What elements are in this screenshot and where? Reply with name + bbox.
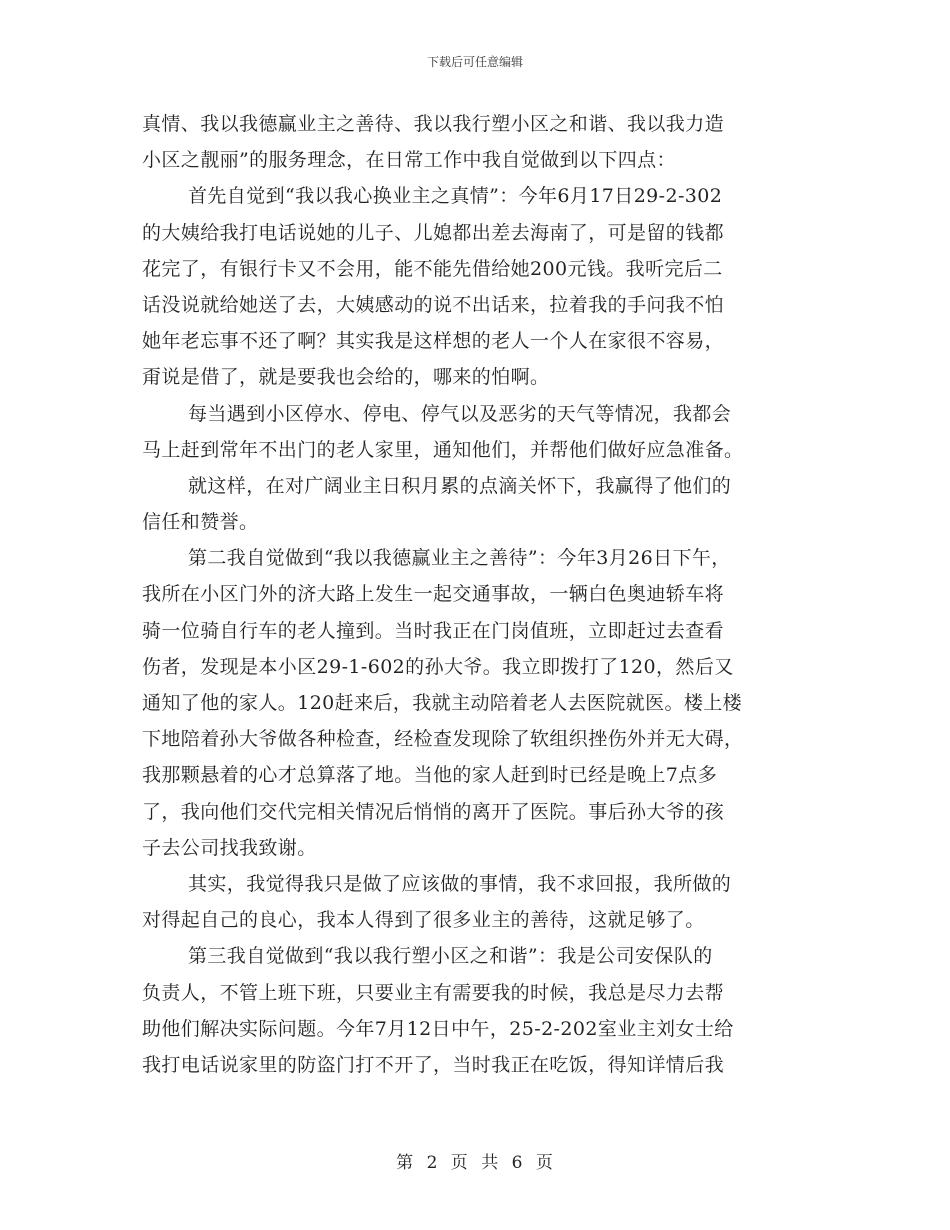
text-line: 其实，我觉得我只是做了应该做的事情，我不求回报，我所做的 [188, 872, 732, 895]
text-line: 马上赶到常年不出门的老人家里，通知他们，并帮他们做好应急准备。 [142, 438, 744, 461]
text-line: 骑一位骑自行车的老人撞到。当时我正在门岗值班，立即赶过去查看 [142, 619, 725, 642]
text-line: 第二我自觉做到“我以我德赢业主之善待”：今年3月26日下午， [188, 547, 731, 570]
text-line: 我所在小区门外的济大路上发生一起交通事故，一辆白色奥迪轿车将 [142, 583, 725, 606]
text-line: 信任和赞誉。 [142, 511, 259, 534]
text-line: 首先自觉到“我以我心换业主之真情”：今年6月17日29-2-302 [188, 185, 723, 208]
footer-page-word: 页 [450, 1153, 469, 1173]
text-line: 就这样，在对广阔业主日积月累的点滴关怀下，我赢得了他们的 [188, 474, 732, 497]
footer-current-page: 2 [426, 1153, 439, 1173]
footer-total-word: 共 [481, 1153, 500, 1173]
text-line: 子去公司找我致谢。 [142, 836, 317, 859]
page-header-note: 下载后可任意编辑 [426, 55, 523, 69]
text-line: 了，我向他们交代完相关情况后悄悄的离开了医院。事后孙大爷的孩 [142, 800, 725, 823]
text-line: 我那颗悬着的心才总算落了地。当他的家人赶到时已经是晚上7点多 [142, 764, 718, 787]
text-line: 第三我自觉做到“我以我行塑小区之和谐”：我是公司安保队的 [188, 945, 713, 968]
footer-prefix: 第 [396, 1153, 415, 1173]
text-line: 的大姨给我打电话说她的儿子、儿媳都出差去海南了，可是留的钱都 [142, 221, 725, 244]
text-line: 真情、我以我德赢业主之善待、我以我行塑小区之和谐、我以我力造 [142, 113, 725, 135]
footer-suffix: 页 [535, 1153, 554, 1173]
text-line: 每当遇到小区停水、停电、停气以及恶劣的天气等情况，我都会 [188, 402, 732, 425]
text-line: 对得起自己的良心，我本人得到了很多业主的善待，这就足够了。 [142, 909, 705, 932]
page-footer [0, 1152, 950, 1174]
text-line: 话没说就给她送了去，大姨感动的说不出话来，拉着我的手问我不怕 [142, 293, 725, 316]
text-line: 助他们解决实际问题。今年7月12日中午，25-2-202室业主刘女士给 [142, 1017, 734, 1040]
text-line: 她年老忘事不还了啊？其实我是这样想的老人一个人在家很不容易， [142, 330, 725, 353]
text-line: 小区之靓丽”的服务理念，在日常工作中我自觉做到以下四点： [142, 149, 676, 172]
document-body [142, 106, 812, 1083]
text-line: 下地陪着孙大爷做各种检查，经检查发现除了软组织挫伤外并无大碍， [142, 728, 744, 751]
text-line: 负责人，不管上班下班，只要业主有需要我的时候，我总是尽力去帮 [142, 981, 725, 1004]
text-line: 我打电话说家里的防盗门打不开了，当时我正在吃饭，得知详情后我 [142, 1053, 725, 1076]
text-line: 伤者，发现是本小区29-1-602的孙大爷。我立即拨打了120，然后又 [142, 655, 734, 678]
footer-total-pages: 6 [511, 1153, 524, 1173]
text-line: 花完了，有银行卡又不会用，能不能先借给她200元钱。我听完后二 [142, 257, 723, 280]
text-line: 甭说是借了，就是要我也会给的，哪来的怕啊。 [142, 366, 550, 389]
text-line: 通知了他的家人。120赶来后，我就主动陪着老人去医院就医。楼上楼 [142, 692, 743, 714]
